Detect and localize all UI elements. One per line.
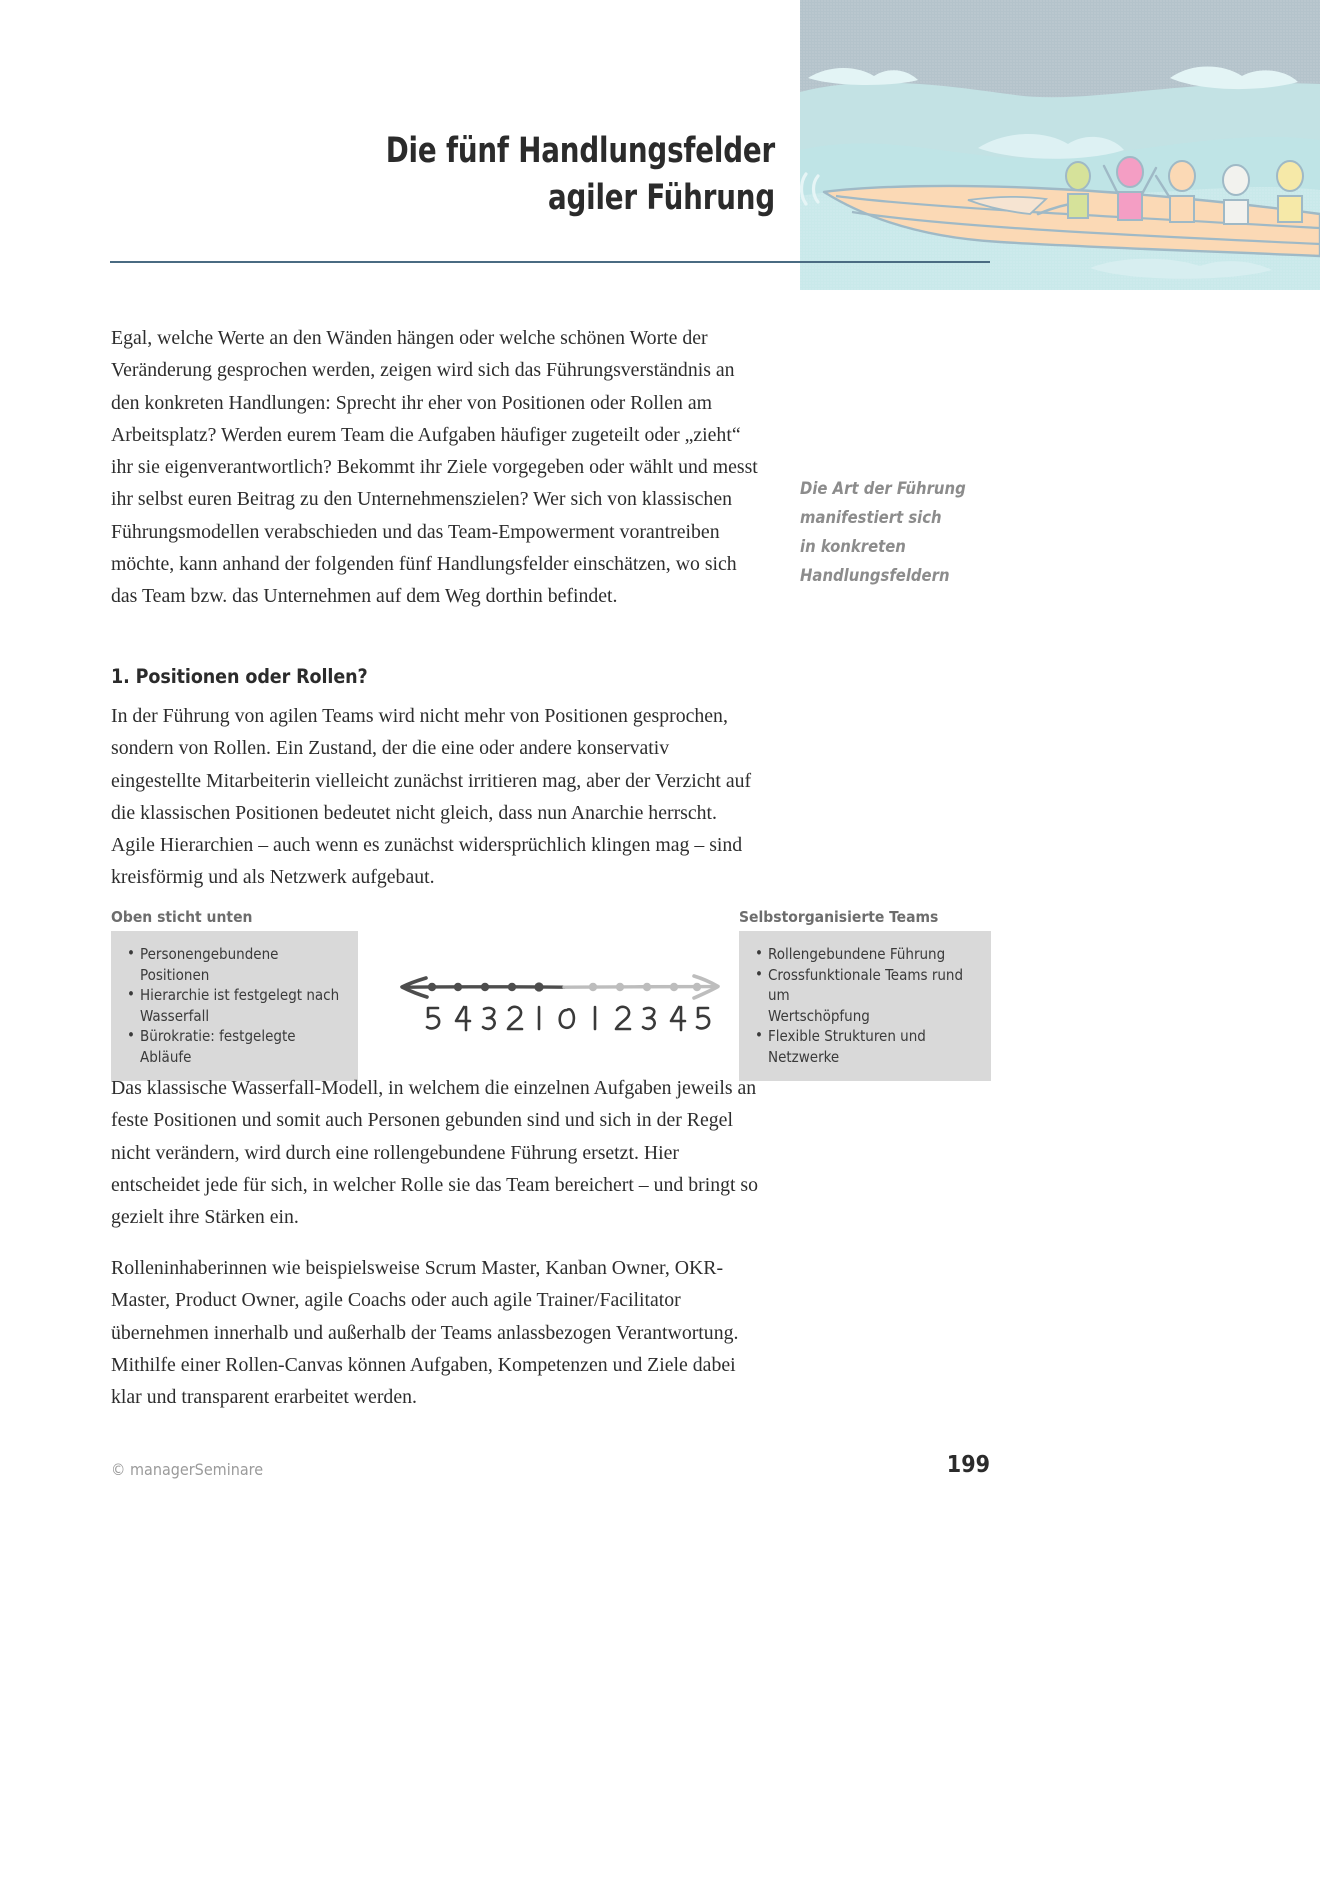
scale-graphic — [396, 948, 726, 1043]
paragraph-4-container — [111, 1252, 783, 1413]
margin-note-line-3: in konkreten — [800, 537, 906, 556]
list-item-continuation: Wasserfall — [140, 1006, 210, 1025]
list-item: • Rollengebundene Führung — [753, 944, 977, 965]
comparison-right-box — [739, 931, 991, 1081]
boat-illustration — [800, 0, 1320, 290]
list-item: • Crossfunktionale Teams rund um — [753, 965, 977, 1006]
paragraph-intro: Egal, welche Werte an den Wänden hängen oder welche schönen Worte der Veränderung gesprochen werden, zeigen wird sich das Führungsverständnis an den konkreten Handlungen: Sprecht ihr eher von Positionen oder Rollen am Arbeitsplatz? Werden eurem Team die Aufgaben häufiger zugeteilt oder „zieht“ ihr sie eigenverantwortlich? Bekommt ihr Ziele vorgegeben oder wählt und messt ihr selbst euren Beitrag zu den Unternehmenszielen? Wer sich von klassischen Führungsmodellen verabschieden und das Team-Empowerment vorantreiben möchte, kann anhand der folgenden fünf Handlungsfelder einschätzen, wo sich das Team bzw. das Unternehmen auf dem Weg dorthin befindet. — [111, 327, 758, 608]
margin-note-line-4: Handlungsfeldern — [800, 566, 950, 585]
header-illustration — [800, 0, 1320, 290]
comparison-right-list — [753, 944, 977, 1067]
list-item: • Bürokratie: festgelegte Abläufe — [125, 1026, 344, 1067]
title-divider — [110, 261, 990, 263]
comparison-left — [111, 908, 358, 1081]
paragraph-2-container — [111, 700, 783, 894]
section-heading-1: 1. Positionen oder Rollen? — [111, 665, 368, 688]
list-item-continuation: Wertschöpfung — [768, 1006, 870, 1025]
page-number: 199 — [946, 1452, 990, 1478]
page-title-line-2: agiler Führung — [548, 178, 775, 218]
list-item: • Personengebundene Positionen — [125, 944, 344, 985]
comparison-graphic — [111, 908, 991, 1066]
paragraph-2: In der Führung von agilen Teams wird nicht mehr von Positionen gesprochen, sondern von Rollen. Ein Zustand, der die eine oder andere konservativ eingestellte Mitarbeiterin vielleicht zunächst irritieren mag, aber der Verzicht auf die klassischen Positionen bedeutet nicht gleich, dass nun Anarchie herrscht. Agile Hierarchien – auch wenn es zunächst widersprüchlich klingen mag – sind kreisförmig und als Netzwerk aufgebaut. — [111, 705, 752, 889]
paragraph-4: Rolleninhaberinnen wie beispielsweise Scrum Master, Kanban Owner, OKR-Master, Product Owner, agile Coachs oder auch agile Trainer/Facilitator übernehmen innerhalb und außerhalb der Teams anlassbezogen Verantwortung. Mithilfe einer Rollen-Canvas können Aufgaben, Kompetenzen und Ziele dabei klar und transparent erarbeitet werden. — [111, 1257, 739, 1409]
page-title-line-1: Die fünf Handlungsfelder — [385, 131, 775, 171]
paragraph-3: Das klassische Wasserfall-Modell, in welchem die einzelnen Aufgaben jeweils an feste Positionen und somit auch Personen gebunden sind und sich in der Regel nicht verändern, wird durch eine rollengebundene Führung ersetzt. Hier entscheidet jede für sich, in welcher Rolle sie das Team bereichert – und bringt so gezielt ihre Stärken ein. — [111, 1077, 759, 1229]
footer-copyright: © managerSeminare — [111, 1460, 264, 1479]
scale-arrow-svg — [396, 948, 726, 1043]
comparison-left-list — [125, 944, 344, 1067]
paragraph-intro-container — [111, 322, 783, 613]
paragraph-3-container — [111, 1072, 783, 1233]
margin-note — [800, 474, 1030, 590]
list-item: • Flexible Strukturen und Netzwerke — [753, 1026, 977, 1067]
list-item: • Hierarchie ist festgelegt nach — [125, 985, 344, 1006]
comparison-right-label: Selbstorganisierte Teams — [739, 908, 939, 926]
page-title — [110, 128, 775, 222]
comparison-right — [739, 908, 991, 1081]
margin-note-line-1: Die Art der Führung — [800, 479, 966, 498]
comparison-left-box — [111, 931, 358, 1081]
comparison-left-label: Oben sticht unten — [111, 908, 253, 926]
margin-note-line-2: manifestiert sich — [800, 508, 942, 527]
